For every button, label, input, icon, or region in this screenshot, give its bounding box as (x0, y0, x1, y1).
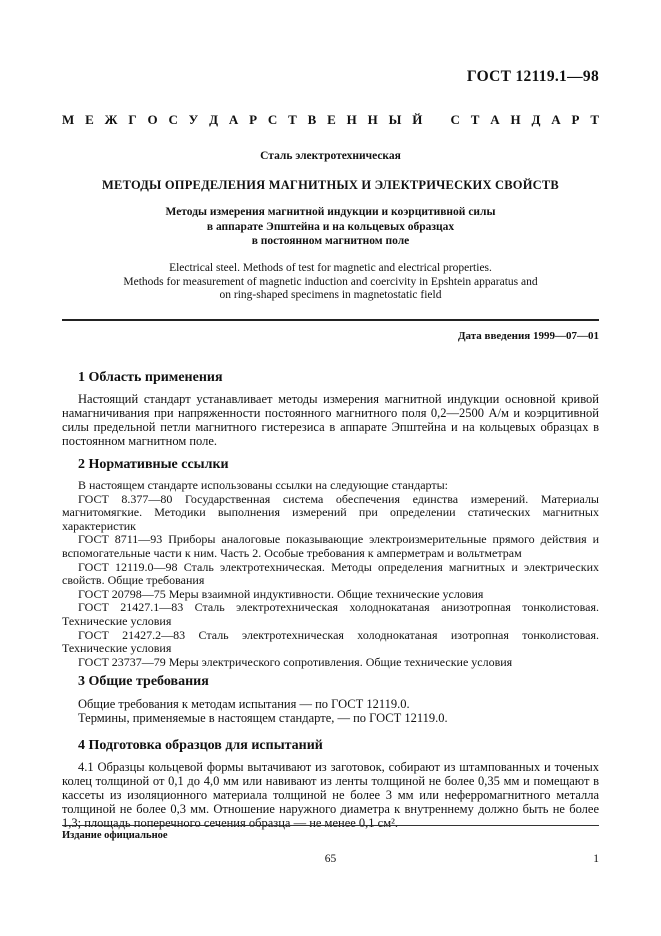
banner-letter: О (147, 112, 158, 127)
banner-letter: Е (85, 112, 94, 127)
banner-letter: Т (288, 112, 297, 127)
banner-letter: В (307, 112, 317, 127)
banner-letter: Ы (388, 112, 402, 127)
section-3-heading: 3 Общие требования (78, 674, 209, 689)
reference-item: ГОСТ 21427.1—83 Сталь электротехническая холоднокатаная анизотропная тонколистовая. Технические условия (62, 600, 599, 628)
banner-letter: Г (128, 112, 137, 127)
russian-subtitle (62, 205, 599, 249)
main-title: МЕТОДЫ ОПРЕДЕЛЕНИЯ МАГНИТНЫХ И ЭЛЕКТРИЧЕСКИХ СВОЙСТВ (102, 178, 559, 192)
section-3-line: Термины, применяемые в настоящем стандарте, — по ГОСТ 12119.0. (78, 711, 448, 725)
interstate-standard-banner (62, 112, 599, 128)
material-name: Сталь электротехническая (260, 150, 401, 162)
page-number: 65 (324, 853, 337, 865)
reference-item: ГОСТ 20798—75 Меры взаимной индуктивности. Общие технические условия (78, 586, 484, 601)
banner-letter: Д (531, 112, 541, 127)
banner-letter: Н (346, 112, 357, 127)
russian-subtitle-line: в аппарате Эпштейна и на кольцевых образцах (206, 220, 455, 233)
english-title-line: Electrical steel. Methods of test for magnetic and electrical properties. (169, 262, 492, 274)
russian-subtitle-line: в постоянном магнитном поле (251, 235, 410, 247)
banner-letter: Н (510, 112, 521, 127)
russian-subtitle-line: Методы измерения магнитной индукции и коэрцитивной силы (165, 206, 496, 218)
banner-letter: Р (571, 112, 580, 127)
introduction-date: Дата введения 1999—07—01 (457, 330, 599, 342)
banner-letter: С (450, 112, 460, 127)
english-title-line: on ring-shaped specimens in magnetostatic field (219, 289, 442, 301)
banner-letter: Е (327, 112, 336, 127)
document-number: ГОСТ 12119.1—98 (466, 68, 599, 85)
english-title-line: Methods for measurement of magnetic induction and coercivity in Epshtein apparatus and (123, 275, 538, 288)
section-4-text: 4.1 Образцы кольцевой формы вытачивают из заготовок, собирают из штампованных и точеных колец толщиной от 0,1 до 4,0 мм или навивают из ленты толщиной не более 0,35 мм и помещают в кассеты из изоляционного материала толщиной не более 3 мм или неферромагнитного металла толщиной не более 0,3 мм. Отношение наружного диаметра к внутреннему должно быть не более 1,3; площадь поперечного сечения образца — не менее 0,1 см². (62, 760, 599, 830)
banner-letter: Й (412, 112, 423, 127)
banner-letter: Т (470, 112, 480, 127)
section-1-heading: 1 Область применения (78, 370, 223, 385)
banner-letter: У (188, 112, 199, 127)
banner-letter: Н (367, 112, 378, 127)
references-intro: В настоящем стандарте использованы ссылки на следующие стандарты: (78, 478, 449, 492)
normative-references-list (62, 479, 599, 669)
english-title (62, 262, 599, 303)
banner-letter: С (267, 112, 278, 127)
sheet-number: 1 (593, 853, 599, 865)
reference-item: ГОСТ 12119.0—98 Сталь электротехническая. Методы определения магнитных и электрических свойств. Общие требования (62, 559, 599, 588)
banner-letter: А (490, 112, 500, 127)
banner-letter: Д (209, 112, 219, 127)
section-3-line: Общие требования к методам испытания — по ГОСТ 12119.0. (78, 697, 410, 711)
section-2-heading: 2 Нормативные ссылки (78, 457, 229, 472)
section-4-heading: 4 Подготовка образцов для испытаний (78, 738, 323, 753)
banner-letter: Р (249, 112, 258, 127)
section-1-text: Настоящий стандарт устанавливает методы измерения магнитной индукции основной кривой намагничивания при напряженности постоянного магнитного поля 0,2—2500 А/м и коэрцитивной силы предельной петли магнитного гистерезиса в аппарате Эпштейна и на кольцевых образцах в постоянном магнитном поле. (62, 392, 599, 448)
reference-item: ГОСТ 8.377—80 Государственная система обеспечения единства измерений. Материалы магнитомягкие. Методики выполнения измерений при определении статических магнитных характеристик (62, 491, 599, 533)
reference-item: ГОСТ 8711—93 Приборы аналоговые показывающие электроизмерительные прямого действия и вспомогательные части к ним. Часть 2. Особые требования к амперметрам и вольтметрам (62, 532, 599, 560)
banner-letter: А (551, 112, 561, 127)
banner-letter: Ж (104, 112, 118, 127)
footer-divider (62, 825, 599, 826)
reference-item: ГОСТ 23737—79 Меры электрического сопротивления. Общие технические условия (78, 654, 513, 669)
section-3-text (62, 697, 599, 725)
title-divider (62, 319, 599, 321)
official-edition-label: Издание официальное (62, 830, 168, 841)
banner-letter (433, 112, 440, 128)
banner-letter: А (228, 112, 239, 127)
banner-letter: Т (590, 112, 599, 127)
banner-letter: С (168, 112, 178, 127)
reference-item: ГОСТ 21427.2—83 Сталь электротехническая холоднокатаная изотропная тонколистовая. Технические условия (62, 627, 599, 656)
banner-letter: М (62, 112, 75, 127)
